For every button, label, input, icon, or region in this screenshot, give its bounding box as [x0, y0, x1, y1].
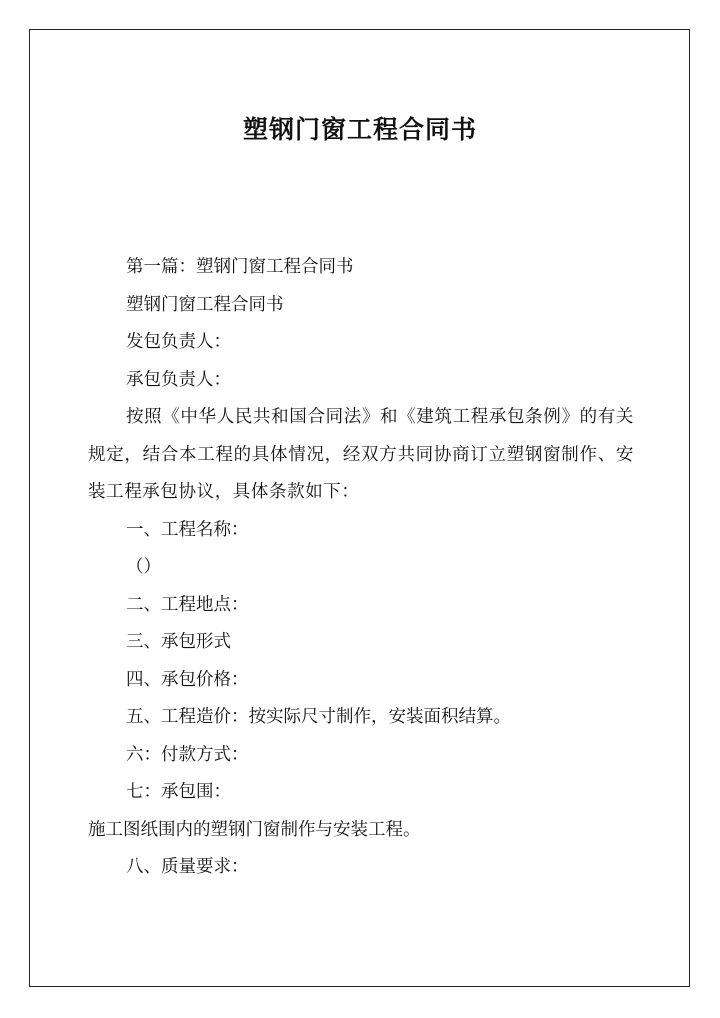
chapter-heading: 第一篇：塑钢门窗工程合同书 — [126, 257, 354, 277]
contract-name-line: 塑钢门窗工程合同书 — [126, 294, 284, 315]
clause-project-location: 二、工程地点： — [126, 594, 249, 615]
scope-description: 施工图纸围内的塑钢门窗制作与安装工程。 — [88, 819, 421, 840]
employer-representative-line: 发包负责人： — [126, 332, 231, 352]
clause-contract-form: 三、承包形式 — [126, 632, 231, 652]
clause-quality-requirements: 八、质量要求： — [126, 857, 249, 877]
contractor-representative-line: 承包负责人： — [126, 369, 231, 390]
clause-payment-method: 六：付款方式： — [126, 744, 249, 765]
preamble-paragraph: 按照《中华人民共和国合同法》和《建筑工程承包条例》的有关规定，结合本工程的具体情况，经双方共同协商订立塑钢窗制作、安装工程承包协议，具体条款如下： — [88, 407, 634, 502]
clause-contract-scope: 七：承包围： — [126, 782, 231, 802]
clause-project-cost: 五、工程造价：按实际尺寸制作，安装面积结算。 — [126, 707, 511, 727]
document-body — [88, 249, 634, 887]
clause-project-name: 一、工程名称： — [126, 519, 249, 540]
project-name-blank: （） — [126, 557, 161, 577]
document-title: 塑钢门窗工程合同书 — [242, 115, 477, 144]
clause-contract-price: 四、承包价格： — [126, 669, 249, 690]
